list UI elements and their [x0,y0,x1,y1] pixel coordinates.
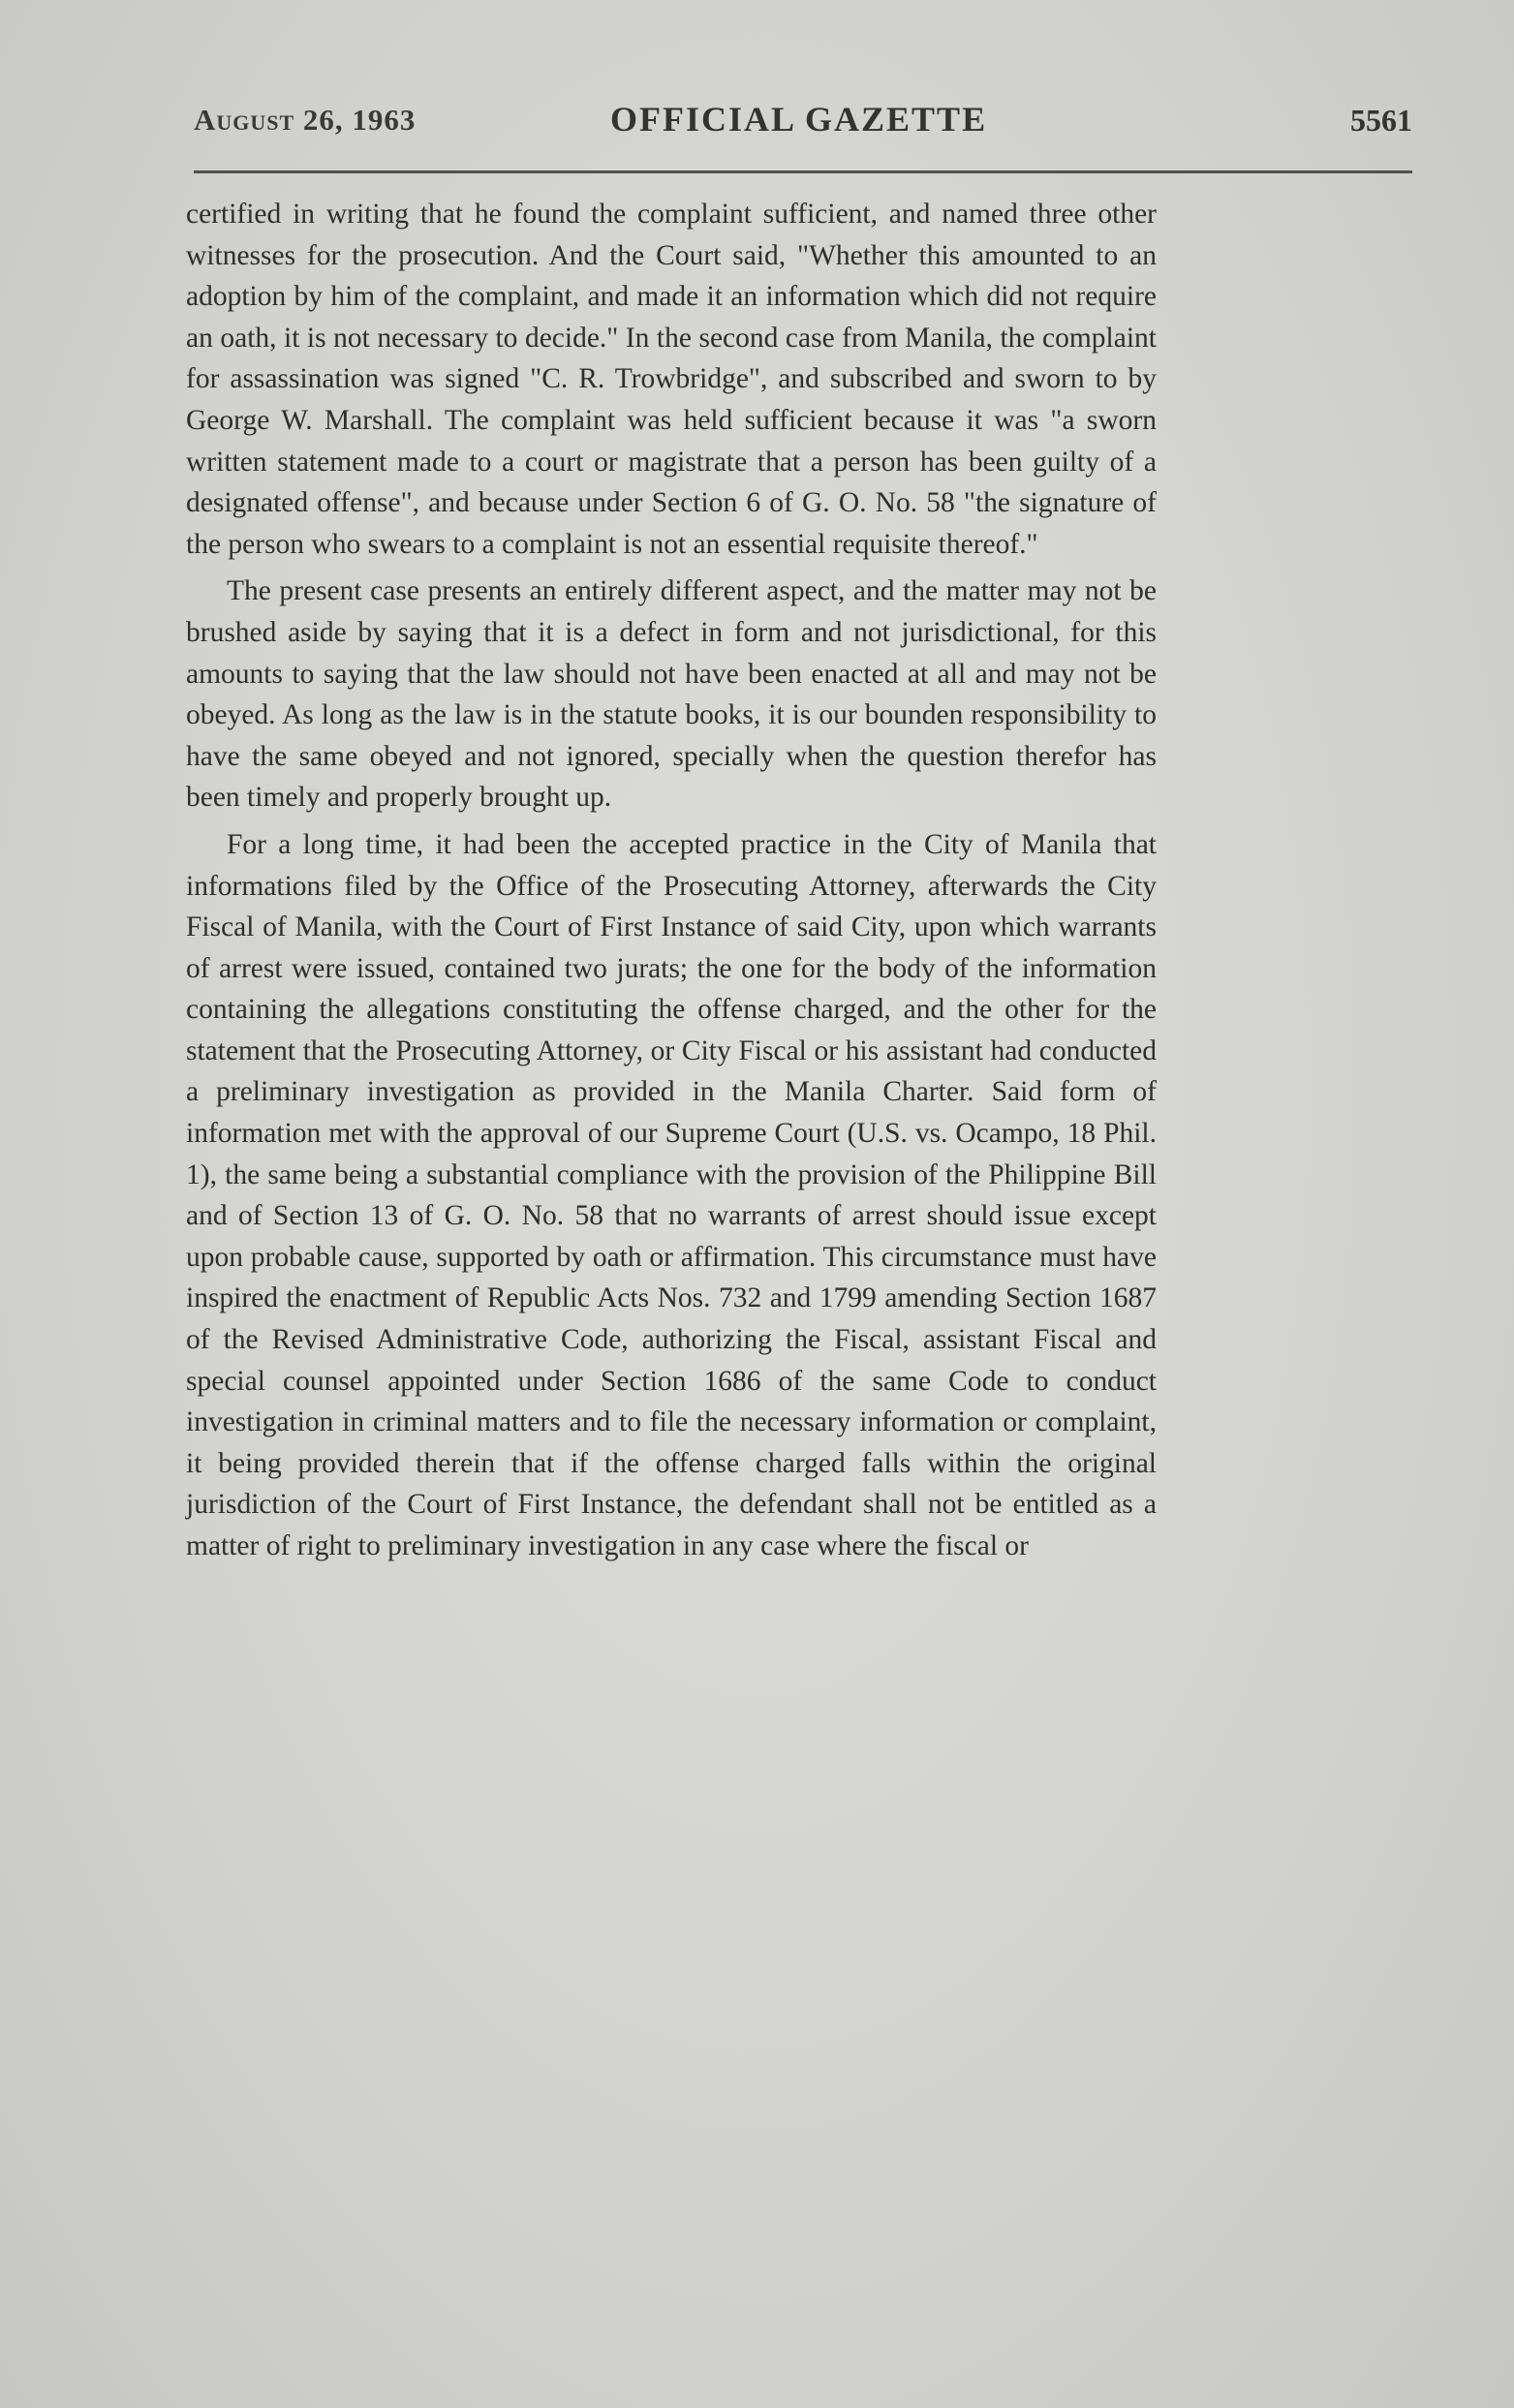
page-number: 5561 [1350,103,1412,138]
paragraph: The present case presents an entirely different aspect, and the matter may not be brushed aside by saying that it is a defect in form and not jurisdictional, for this amounts to saying that the law should not have been enacted at all and may not be obeyed. As long as the law is in the statute books, it is our bounden responsibility to have the same obeyed and not ignored, specially when the question therefor has been timely and properly brought up. [186,575,1157,814]
body-text [186,194,1157,1567]
header-rule [194,170,1412,173]
publication-title: OFFICIAL GAZETTE [610,100,988,139]
paragraph: For a long time, it had been the accepted practice in the City of Manila that informations filed by the Office of the Prosecuting Attorney, afterwards the City Fiscal of Manila, with the Court of First Instance of said City, upon which warrants of arrest were issued, contained two jurats; the one for the body of the information containing the allegations constituting the offense charged, and the other for the statement that the Prosecuting Attorney, or City Fiscal or his assistant had conducted a preliminary investigation as provided in the Manila Charter. Said form of information met with the approval of our Supreme Court (U.S. vs. Ocampo, 18 Phil. 1), the same being a substantial compliance with the provision of the Philippine Bill and of Section 13 of G. O. No. 58 that no warrants of arrest should issue except upon probable cause, supported by oath or affirmation. This circumstance must have inspired the enactment of Republic Acts Nos. 732 and 1799 amending Section 1687 of the Revised Administrative Code, authorizing the Fiscal, assistant Fiscal and special counsel appointed under Section 1686 of the same Code to conduct investigation in criminal matters and to file the necessary information or complaint, it being provided therein that if the offense charged falls within the original jurisdiction of the Court of First Instance, the defendant shall not be entitled as a matter of right to preliminary investigation in any case where the fiscal or [186,828,1157,1561]
issue-date: August 26, 1963 [194,103,417,137]
paragraph-continued: certified in writing that he found the complaint sufficient, and named three other witnesses for the prosecution. And the Court said, "Whether this amounted to an adoption by him of the complaint, and made it an information which did not require an oath, it is not necessary to decide." In the second case from Manila, the complaint for assassination was signed "C. R. Trowbridge", and subscribed and sworn to by George W. Marshall. The complaint was held sufficient because it was "a sworn written statement made to a court or magistrate that a person has been guilty of a designated offense", and because under Section 6 of G. O. No. 58 "the signature of the person who swears to a complaint is not an essential requisite thereof." [186,199,1157,560]
running-head [194,97,1412,155]
